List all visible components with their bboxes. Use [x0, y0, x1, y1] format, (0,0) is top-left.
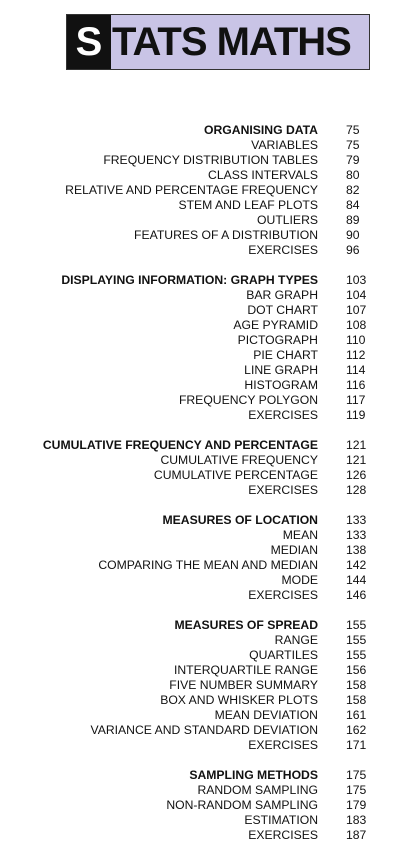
entry-page-number: 126: [346, 468, 367, 482]
entry-page-number: 121: [346, 453, 367, 467]
entry-title: INTERQUARTILE RANGE: [173, 663, 318, 677]
entry-title: VARIABLES: [251, 138, 318, 152]
toc-entry[interactable]: [0, 138, 405, 153]
entry-page-number: 110: [346, 333, 366, 347]
entry-title: MEDIAN: [270, 543, 318, 557]
toc-section: [0, 618, 405, 753]
entry-title: RANGE: [274, 633, 318, 647]
toc-section-heading[interactable]: [0, 768, 405, 783]
entry-page-number: 187: [346, 828, 367, 842]
entry-page-number: 155: [346, 633, 367, 647]
section-page-number: 75: [346, 123, 360, 137]
entry-title: EXERCISES: [248, 243, 318, 257]
toc-section-heading[interactable]: [0, 438, 405, 453]
entry-title: NON-RANDOM SAMPLING: [166, 798, 318, 812]
entry-page-number: 119: [346, 408, 366, 422]
title-text: TATS MATHS: [112, 20, 351, 64]
section-title: ORGANISING DATA: [204, 123, 318, 137]
toc-entry[interactable]: [0, 228, 405, 243]
entry-title: STEM AND LEAF PLOTS: [178, 198, 318, 212]
toc-section: [0, 438, 405, 498]
toc-section: [0, 273, 405, 423]
entry-page-number: 175: [346, 783, 367, 797]
entry-page-number: 107: [346, 303, 367, 317]
entry-page-number: 138: [346, 543, 367, 557]
entry-title: OUTLIERS: [257, 213, 318, 227]
toc-section-heading[interactable]: [0, 123, 405, 138]
entry-page-number: 128: [346, 483, 367, 497]
toc-section: [0, 513, 405, 603]
toc-entry[interactable]: [0, 243, 405, 258]
entry-title: MODE: [281, 573, 318, 587]
toc-entry[interactable]: [0, 153, 405, 168]
entry-title: RANDOM SAMPLING: [197, 783, 318, 797]
toc-entry[interactable]: [0, 828, 405, 843]
section-page-number: 121: [346, 438, 367, 452]
toc-entry[interactable]: [0, 288, 405, 303]
toc-entry[interactable]: [0, 783, 405, 798]
entry-page-number: 183: [346, 813, 367, 827]
toc-entry[interactable]: [0, 648, 405, 663]
entry-title: EXERCISES: [248, 738, 318, 752]
section-page-number: 175: [346, 768, 367, 782]
toc-entry[interactable]: [0, 213, 405, 228]
toc-entry[interactable]: [0, 198, 405, 213]
toc-entry[interactable]: [0, 543, 405, 558]
entry-title: LINE GRAPH: [244, 363, 318, 377]
section-page-number: 155: [346, 618, 367, 632]
entry-page-number: 161: [346, 708, 367, 722]
entry-title: ESTIMATION: [244, 813, 318, 827]
entry-title: MEAN DEVIATION: [214, 708, 318, 722]
entry-page-number: 75: [346, 138, 360, 152]
toc-entry[interactable]: [0, 303, 405, 318]
toc-section: [0, 768, 405, 843]
entry-page-number: 179: [346, 798, 367, 812]
entry-title: EXERCISES: [248, 588, 318, 602]
entry-page-number: 80: [346, 168, 360, 182]
entry-title: RELATIVE AND PERCENTAGE FREQUENCY: [65, 183, 318, 197]
table-of-contents: [0, 123, 405, 858]
entry-title: CLASS INTERVALS: [208, 168, 318, 182]
toc-section-heading[interactable]: [0, 273, 405, 288]
toc-section: [0, 123, 405, 258]
toc-entry[interactable]: [0, 348, 405, 363]
toc-entry[interactable]: [0, 468, 405, 483]
entry-page-number: 162: [346, 723, 367, 737]
entry-page-number: 142: [346, 558, 367, 572]
toc-entry[interactable]: [0, 333, 405, 348]
entry-page-number: 116: [346, 378, 366, 392]
toc-entry[interactable]: [0, 408, 405, 423]
entry-title: HISTOGRAM: [244, 378, 318, 392]
title-banner: [66, 14, 370, 70]
entry-title: CUMULATIVE PERCENTAGE: [153, 468, 318, 482]
entry-title: AGE PYRAMID: [233, 318, 318, 332]
entry-title: VARIANCE AND STANDARD DEVIATION: [90, 723, 318, 737]
entry-title: PICTOGRAPH: [237, 333, 318, 347]
entry-title: FIVE NUMBER SUMMARY: [169, 678, 318, 692]
toc-entry[interactable]: [0, 453, 405, 468]
section-title: SAMPLING METHODS: [189, 768, 318, 782]
toc-entry[interactable]: [0, 588, 405, 603]
toc-entry[interactable]: [0, 558, 405, 573]
toc-entry[interactable]: [0, 708, 405, 723]
entry-page-number: 158: [346, 678, 367, 692]
toc-entry[interactable]: [0, 678, 405, 693]
entry-page-number: 156: [346, 663, 367, 677]
entry-title: EXERCISES: [248, 828, 318, 842]
toc-entry[interactable]: [0, 693, 405, 708]
toc-entry[interactable]: [0, 393, 405, 408]
entry-title: DOT CHART: [247, 303, 318, 317]
entry-title: BAR GRAPH: [246, 288, 318, 302]
toc-section-heading[interactable]: [0, 618, 405, 633]
title-initial: S: [67, 15, 111, 69]
entry-page-number: 158: [346, 693, 367, 707]
toc-entry[interactable]: [0, 633, 405, 648]
entry-page-number: 144: [346, 573, 367, 587]
toc-entry[interactable]: [0, 813, 405, 828]
section-page-number: 103: [346, 273, 367, 287]
entry-page-number: 133: [346, 528, 367, 542]
toc-entry[interactable]: [0, 483, 405, 498]
toc-entry[interactable]: [0, 738, 405, 753]
section-page-number: 133: [346, 513, 367, 527]
entry-page-number: 146: [346, 588, 367, 602]
entry-title: PIE CHART: [253, 348, 318, 362]
entry-title: FEATURES OF A DISTRIBUTION: [134, 228, 318, 242]
section-title: MEASURES OF LOCATION: [162, 513, 318, 527]
section-title: DISPLAYING INFORMATION: GRAPH TYPES: [61, 273, 318, 287]
entry-title: CUMULATIVE FREQUENCY: [160, 453, 318, 467]
toc-entry[interactable]: [0, 318, 405, 333]
entry-page-number: 82: [346, 183, 360, 197]
entry-title: COMPARING THE MEAN AND MEDIAN: [98, 558, 318, 572]
toc-entry[interactable]: [0, 723, 405, 738]
section-title: MEASURES OF SPREAD: [174, 618, 318, 632]
entry-page-number: 114: [346, 363, 366, 377]
toc-entry[interactable]: [0, 183, 405, 198]
entry-page-number: 96: [346, 243, 360, 257]
entry-title: FREQUENCY DISTRIBUTION TABLES: [103, 153, 318, 167]
toc-entry[interactable]: [0, 663, 405, 678]
entry-page-number: 79: [346, 153, 360, 167]
toc-section-heading[interactable]: [0, 513, 405, 528]
entry-title: FREQUENCY POLYGON: [178, 393, 318, 407]
toc-entry[interactable]: [0, 573, 405, 588]
toc-entry[interactable]: [0, 168, 405, 183]
toc-entry[interactable]: [0, 798, 405, 813]
entry-page-number: 90: [346, 228, 360, 242]
toc-entry[interactable]: [0, 378, 405, 393]
entry-page-number: 84: [346, 198, 360, 212]
entry-page-number: 171: [346, 738, 367, 752]
entry-title: EXERCISES: [248, 483, 318, 497]
entry-title: QUARTILES: [249, 648, 318, 662]
entry-page-number: 112: [346, 348, 366, 362]
entry-title: BOX AND WHISKER PLOTS: [160, 693, 318, 707]
entry-page-number: 104: [346, 288, 367, 302]
toc-entry[interactable]: [0, 528, 405, 543]
section-title: CUMULATIVE FREQUENCY AND PERCENTAGE: [42, 438, 318, 452]
entry-title: MEAN: [282, 528, 318, 542]
entry-page-number: 155: [346, 648, 367, 662]
entry-page-number: 117: [346, 393, 366, 407]
entry-page-number: 108: [346, 318, 367, 332]
entry-page-number: 89: [346, 213, 360, 227]
entry-title: EXERCISES: [248, 408, 318, 422]
toc-entry[interactable]: [0, 363, 405, 378]
